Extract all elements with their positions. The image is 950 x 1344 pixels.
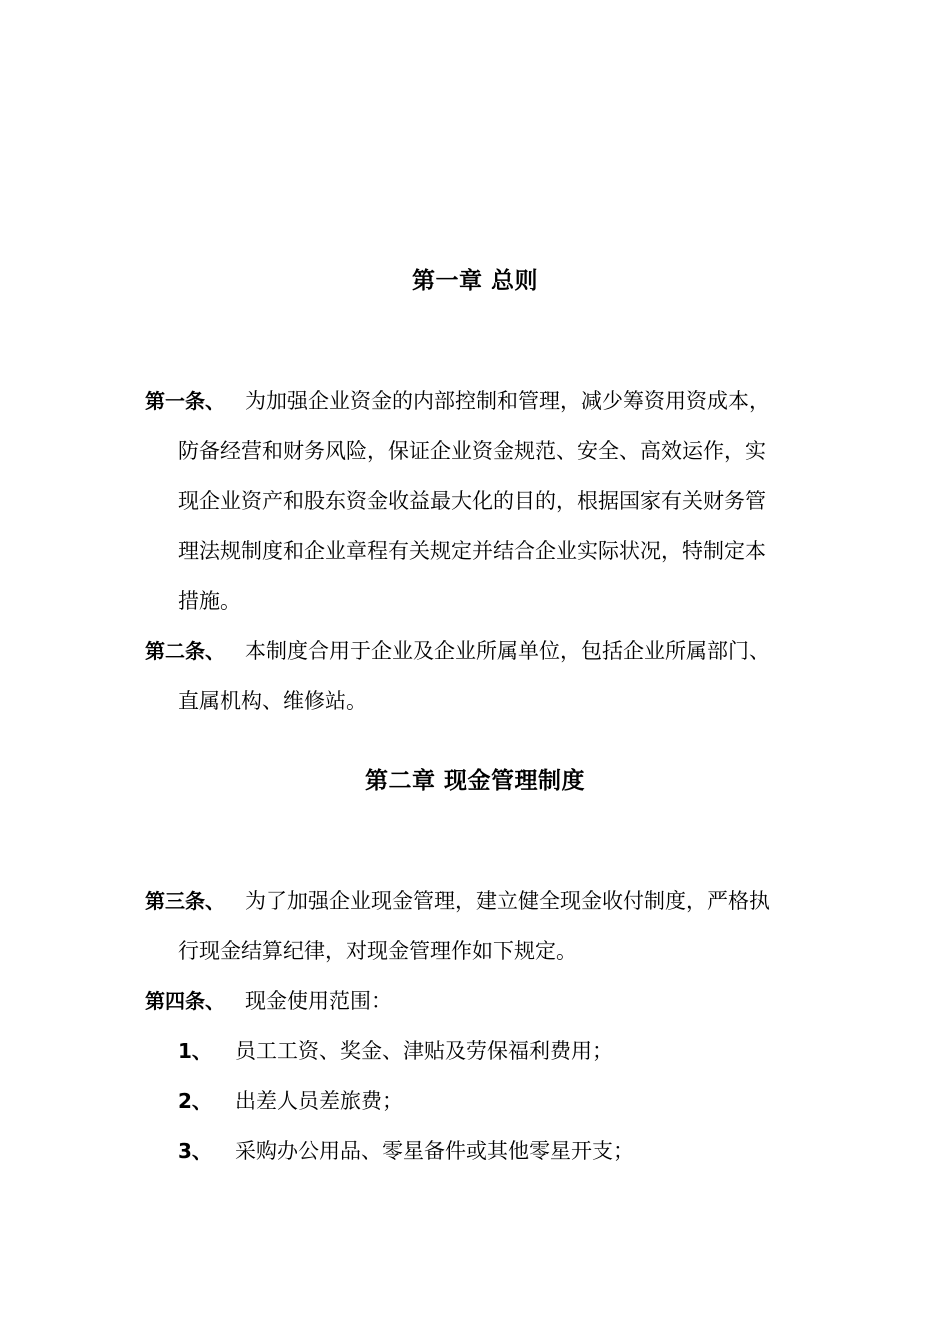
chapter-2-title: 第二章 现金管理制度 xyxy=(364,768,585,794)
article-2-label: 第二条、 xyxy=(145,639,225,663)
list-item-number: 3、 xyxy=(178,1139,212,1163)
article-1-line-3: 现企业资产和股东资金收益最大化的目的，根据国家有关财务管 xyxy=(178,489,766,513)
list-item-number: 1、 xyxy=(178,1039,212,1063)
article-1-line-1: 为加强企业资金的内部控制和管理，减少筹资用资成本， xyxy=(245,389,770,413)
article-4-label: 第四条、 xyxy=(145,989,225,1013)
article-3-label: 第三条、 xyxy=(145,889,225,913)
list-item-text: 采购办公用品、零星备件或其他零星开支； xyxy=(235,1139,634,1163)
article-1-line-2: 防备经营和财务风险，保证企业资金规范、安全、高效运作，实 xyxy=(178,439,766,463)
article-2-line-2: 直属机构、维修站。 xyxy=(178,689,367,713)
list-item-text: 员工工资、奖金、津贴及劳保福利费用； xyxy=(235,1039,613,1063)
article-3-line-2: 行现金结算纪律，对现金管理作如下规定。 xyxy=(178,939,577,963)
article-1-line-4: 理法规制度和企业章程有关规定并结合企业实际状况，特制定本 xyxy=(178,539,766,563)
list-item-number: 2、 xyxy=(178,1089,212,1113)
article-1-line-5: 措施。 xyxy=(178,589,241,613)
article-3-line-1: 为了加强企业现金管理，建立健全现金收付制度，严格执 xyxy=(245,889,770,913)
chapter-1-title: 第一章 总则 xyxy=(411,268,538,294)
article-1-label: 第一条、 xyxy=(145,389,225,413)
article-2-line-1: 本制度合用于企业及企业所属单位，包括企业所属部门、 xyxy=(245,639,770,663)
list-item-text: 出差人员差旅费； xyxy=(235,1089,403,1113)
article-4-line-1: 现金使用范围： xyxy=(245,989,392,1013)
